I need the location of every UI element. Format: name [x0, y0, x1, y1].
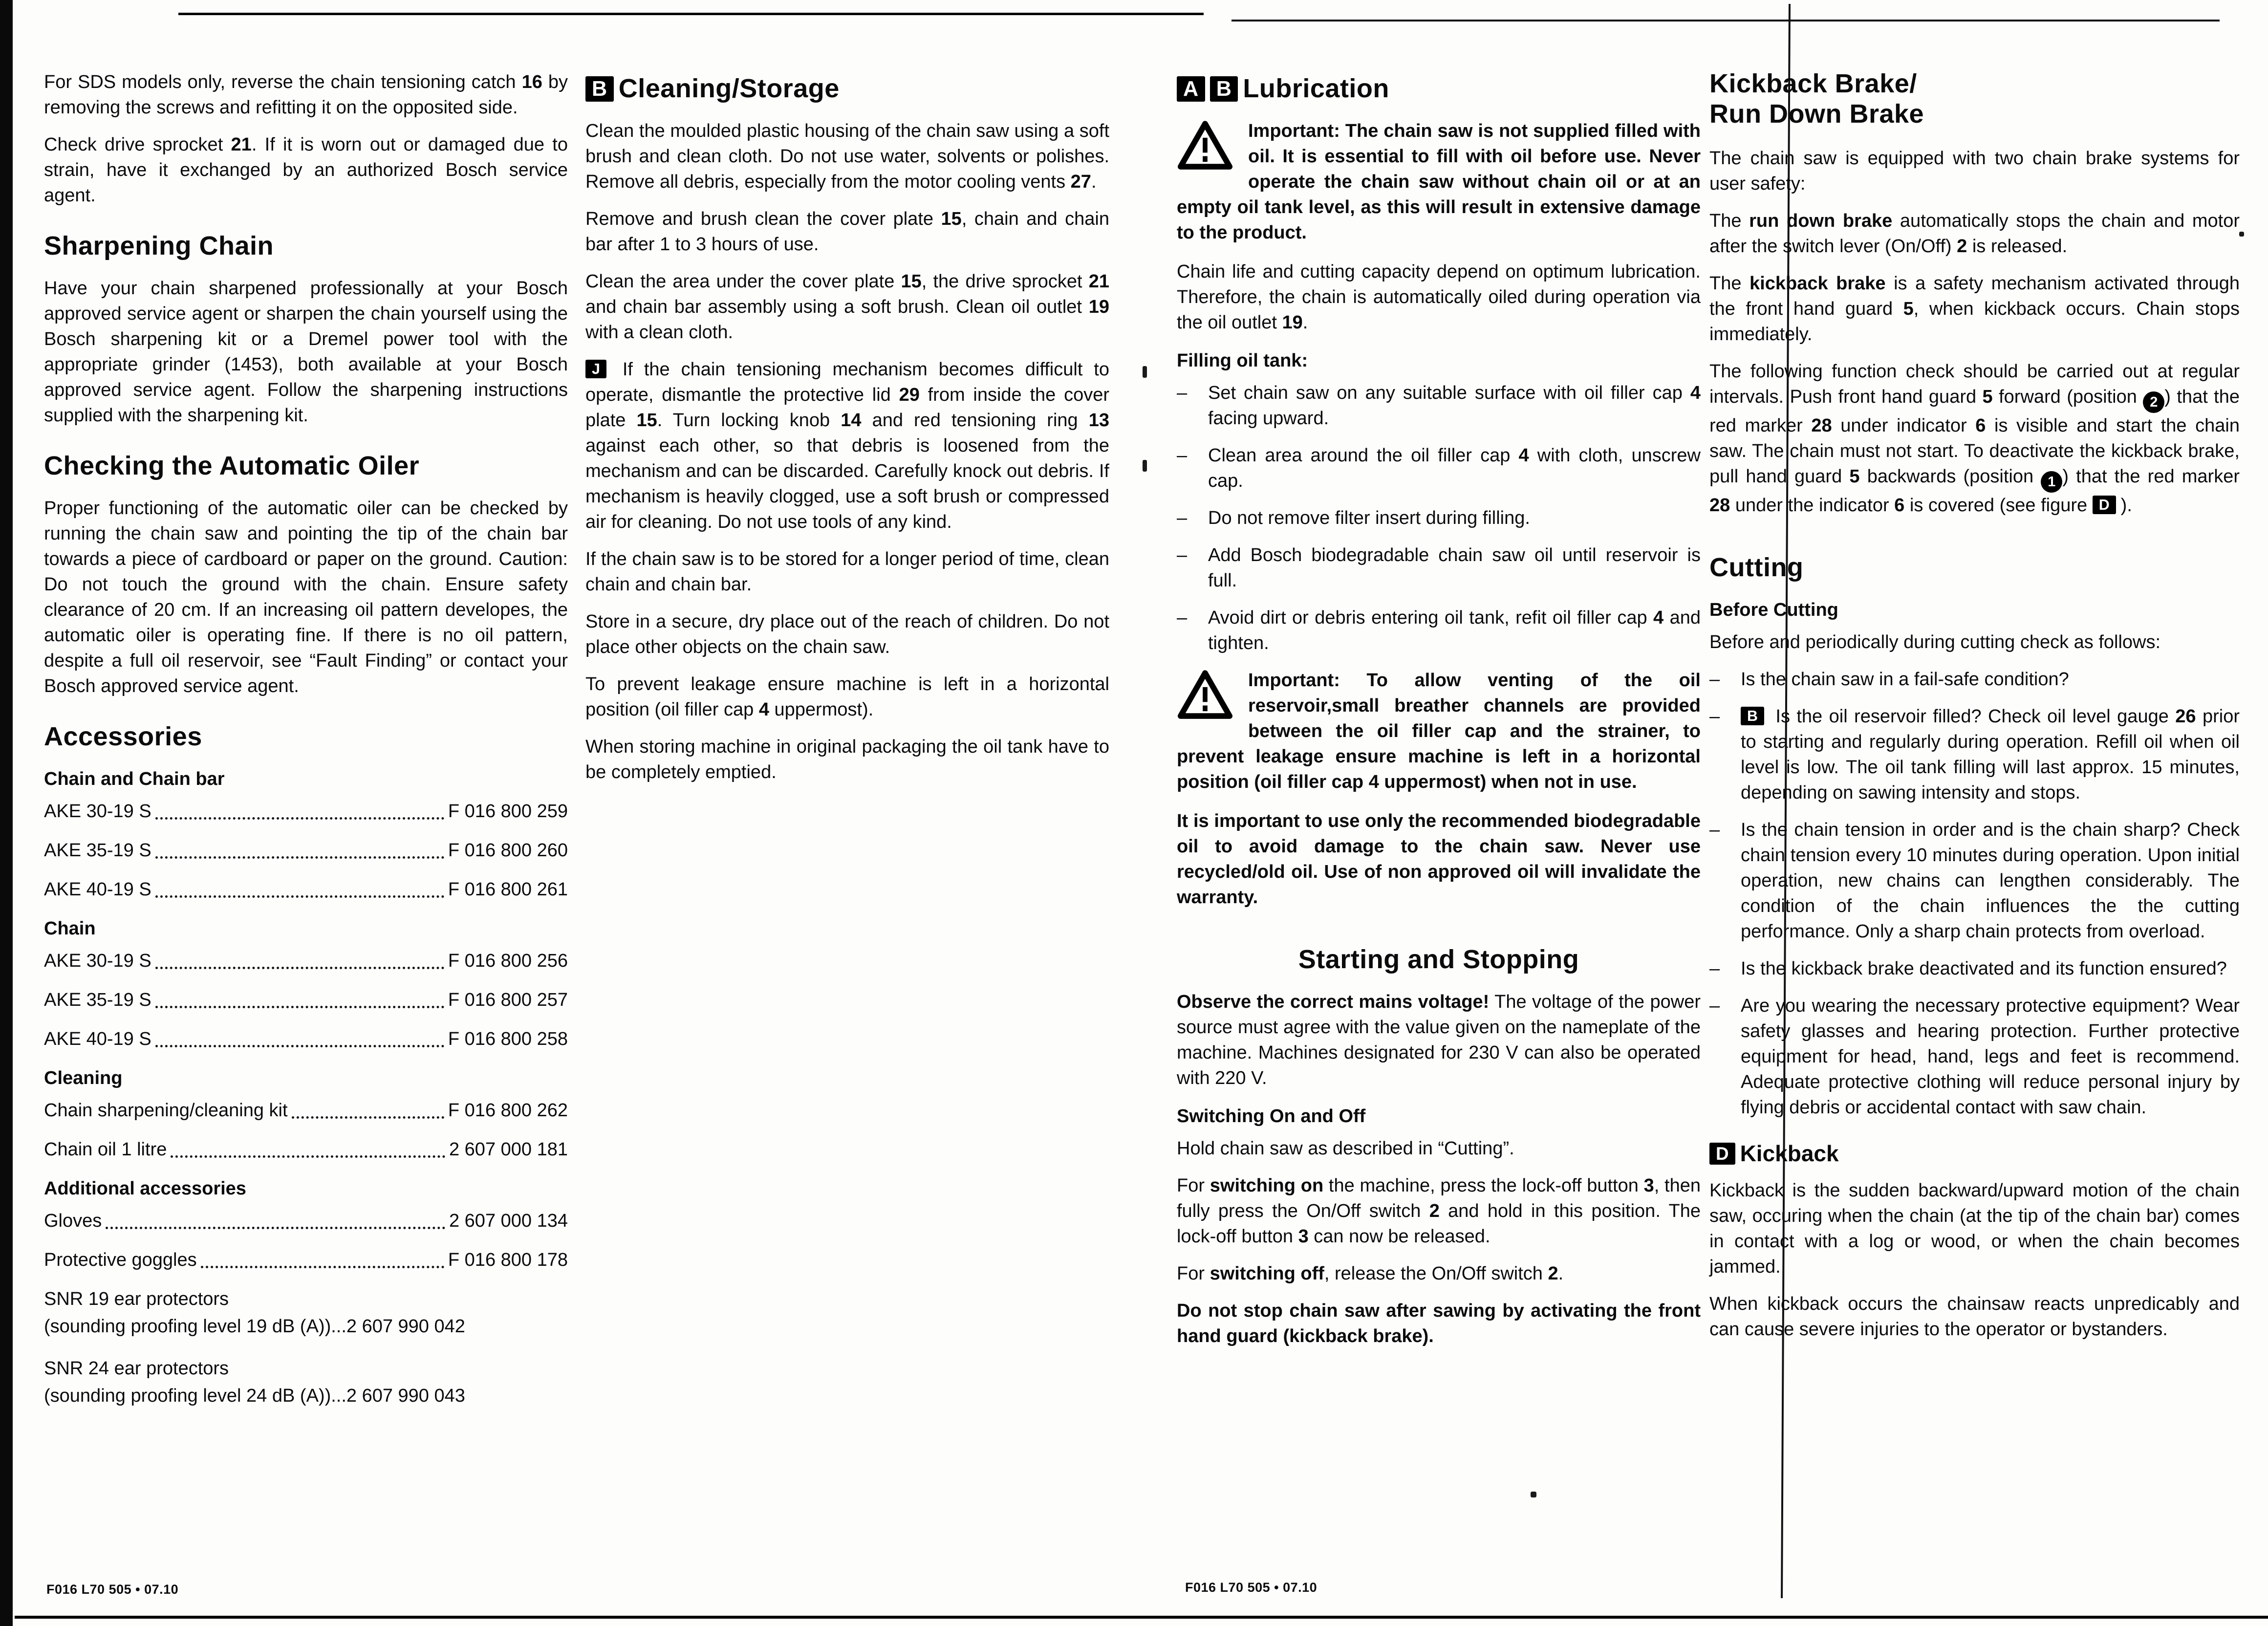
column-cleaning-storage [585, 73, 1109, 785]
subheading-additional-accessories: Additional accessories [44, 1178, 246, 1199]
figure-badge-b: B [585, 76, 614, 102]
list-item [1709, 817, 2240, 944]
top-rule-left [178, 13, 1204, 15]
subheading-chain: Chain [44, 918, 96, 939]
dotted-leader [155, 1006, 444, 1008]
accessory-label: AKE 30-19 S [44, 801, 151, 822]
paragraph-sharpening: Have your chain sharpened professionally at your Bosch approved service agent or sharpen the chain yourself using the Bosch sharpening kit or a Dremel power tool with the appropriate grinder (1453), both available at your Bosch approved service agent. Follow the sharpening instructions supplied with the sharpening kit. [44, 278, 568, 426]
list-item [1709, 993, 2240, 1120]
accessory-label: Chain sharpening/cleaning kit [44, 1100, 288, 1121]
accessory-row [44, 877, 568, 902]
paragraph-switching-on: For switching on the machine, press the lock-off button 3, then fully press the On/Off switch 2 and hold in this position. The lock-off button 3 can now be released. [1177, 1175, 1701, 1247]
dash-marker: – [1177, 545, 1188, 565]
paragraph-function-check: The following function check should be carried out at regular intervals. Push front hand guard 5 forward (position 2 ) that the red marker 28 under indicator 6 is visible and start the chain saw. The chain must not start. To deactivate the kickback brake, pull hand guard 5 backwards (position 1 ) that the red marker 28 under the indicator 6 is covered (see figure D ). [1709, 361, 2240, 516]
paragraph-before-cutting-intro: Before and periodically during cutting check as follows: [1709, 632, 2161, 652]
paragraph-mains-voltage: Observe the correct mains voltage! The voltage of the power source must agree with the value given on the nameplate of the machine. Machines designated for 230 V can also be operated with 220 V. [1177, 992, 1701, 1088]
scan-speck [1143, 366, 1147, 378]
accessory-part-number: F 016 800 260 [448, 840, 568, 861]
accessory-label: Gloves [44, 1211, 102, 1231]
accessory-row [44, 1137, 568, 1162]
paragraph-sds-models: For SDS models only, reverse the chain tensioning catch 16 by removing the screws and refitting it on the opposited side. [44, 72, 568, 118]
dotted-leader [155, 967, 444, 969]
accessory-part-number: ...2 607 990 042 [331, 1316, 465, 1337]
paragraph-clean-under-cover: Clean the area under the cover plate 15, the drive sprocket 21 and chain bar assembly using a soft brush. Clean oil outlet 19 with a clean cloth. [585, 271, 1109, 343]
paragraph-kickback-reaction: When kickback occurs the chainsaw reacts unpredicably and can cause severe injuries to the operator or bystanders. [1709, 1294, 2240, 1340]
warning-icon [1177, 120, 1233, 171]
accessory-part-number: 2 607 000 134 [449, 1211, 568, 1231]
heading-lubrication [1177, 73, 1701, 104]
list-item-text: B Is the oil reservoir filled? Check oil level gauge 26 prior to starting and regularly during operation. Refill oil when oil level is low. The oil tank filling will last approx. 15 minutes, depending on sawing intensity and stops. [1741, 706, 2240, 803]
dotted-leader [171, 1155, 445, 1158]
paragraph-store-secure: Store in a secure, dry place out of the reach of children. Do not place other objects on the chain saw. [585, 611, 1109, 657]
warning-icon [1177, 670, 1233, 720]
dotted-leader [155, 895, 444, 898]
subheading-switching-on-off: Switching On and Off [1177, 1106, 1366, 1127]
top-rule-right [1231, 20, 2220, 22]
scan-edge-strip [0, 0, 13, 1626]
warning-text: Important: The chain saw is not supplied filled with oil. It is essential to fill with oil before use. Never operate the chain saw without chain oil or at an empty oil tank level, as this will result in extensive damage to the product. [1177, 121, 1701, 243]
dash-marker: – [1709, 996, 1720, 1016]
warning-not-supplied-with-oil [1177, 118, 1701, 245]
heading-cutting: Cutting [1709, 553, 1804, 582]
footer-document-code-left: F016 L70 505 • 07.10 [46, 1582, 179, 1597]
scan-speck [1531, 1492, 1536, 1497]
accessory-row [44, 948, 568, 974]
accessory-row-snr24 [44, 1356, 568, 1409]
list-item [1709, 667, 2240, 692]
dotted-leader [155, 856, 444, 859]
accessory-row [44, 1208, 568, 1234]
dash-marker: – [1709, 669, 1720, 690]
heading-line-1: Kickback Brake/ [1709, 69, 1917, 98]
list-item-text: Clean area around the oil filler cap 4 with cloth, unscrew cap. [1208, 445, 1701, 491]
paragraph-oiler-check: Proper functioning of the automatic oiler can be checked by running the chain saw and pointing the tip of the chain bar towards a piece of cardboard or paper on the ground. Caution: Do not touch the ground with the chain. Ensure safety clearance of 20 cm. If an increasing oil pattern developes, the automatic oiler is operating fine. If there is no oil pattern, despite a full oil reservoir, see “Fault Finding” or contact your Bosch approved service agent. [44, 498, 568, 696]
accessory-part-number: F 016 800 178 [448, 1250, 568, 1270]
accessory-part-number: 2 607 000 181 [449, 1139, 568, 1160]
accessory-label: AKE 40-19 S [44, 879, 151, 900]
accessory-row [44, 1383, 568, 1409]
list-item-text: Do not remove filter insert during filling. [1208, 508, 1530, 528]
paragraph-tensioning-mechanism: J If the chain tensioning mechanism becomes difficult to operate, dismantle the protective lid 29 from inside the cover plate 15. Turn locking knob 14 and red tensioning ring 13 against each other, so that debris is loosened from the mechanism and can be discarded. Carefully knock out debris. If mechanism is heavily clogged, use a soft brush or compressed air for cleaning. Do not use tools of any kind. [585, 359, 1109, 532]
figure-badge-b: B [1210, 76, 1238, 102]
paragraph-kickback-brake: The kickback brake is a safety mechanism activated through the front hand guard 5, when kickback occurs. Chain stops immediately. [1709, 273, 2240, 345]
accessory-part-number: F 016 800 261 [448, 879, 568, 900]
list-item [1177, 380, 1701, 431]
dotted-leader [201, 1266, 444, 1268]
accessory-part-number: F 016 800 262 [448, 1100, 568, 1121]
scan-speck [1143, 460, 1147, 472]
accessory-row [44, 1314, 568, 1339]
paragraph-two-brake-systems: The chain saw is equipped with two chain brake systems for user safety: [1709, 148, 2240, 194]
accessory-label: AKE 35-19 S [44, 990, 151, 1010]
paragraph-recommended-oil: It is important to use only the recommended biodegradable oil to avoid damage to the chain saw. Never use recycled/old oil. Use of non approved oil will invalidate the warranty. [1177, 811, 1701, 908]
subheading-before-cutting: Before Cutting [1709, 600, 1838, 620]
list-item-text: Are you wearing the necessary protective equipment? Wear safety glasses and hearing protection. Further protective equipment for head, hand, legs and feet is recommend. Adequate protective clothing will reduce personal injury by flying debris or accidental contact with saw chain. [1741, 996, 2240, 1118]
accessory-part-number: ...2 607 990 043 [331, 1386, 465, 1406]
figure-badge-d: D [1709, 1143, 1735, 1165]
accessory-part-number: F 016 800 256 [448, 951, 568, 971]
dash-marker: – [1177, 445, 1188, 466]
accessory-label: (sounding proofing level 19 dB (A)) [44, 1316, 331, 1337]
column-maintenance-accessories [44, 69, 568, 1425]
dash-marker: – [1709, 706, 1720, 727]
heading-kickback-brake [1709, 68, 2240, 129]
column-lubrication-starting [1177, 73, 1701, 1349]
accessory-row [44, 1026, 568, 1052]
accessory-part-number: F 016 800 258 [448, 1029, 568, 1049]
warning-text: Important: To allow venting of the oil reservoir,small breather channels are provided between the oil filler cap and the strainer, to prevent leakage ensure machine is left in a horizontal position (oil filler cap 4 uppermost) when not in use. [1177, 670, 1701, 792]
accessory-row [44, 799, 568, 824]
subheading-cleaning: Cleaning [44, 1068, 123, 1088]
column-kickback-cutting [1709, 68, 2240, 1342]
accessory-label: (sounding proofing level 24 dB (A)) [44, 1386, 331, 1406]
accessory-row [44, 1247, 568, 1273]
heading-accessories: Accessories [44, 722, 202, 751]
heading-label: Kickback [1740, 1141, 1839, 1166]
dash-marker: – [1177, 508, 1188, 528]
heading-cleaning-storage [585, 73, 1109, 104]
paragraph-prevent-leakage: To prevent leakage ensure machine is left in a horizontal position (oil filler cap 4 uppermost). [585, 674, 1109, 720]
subheading-chain-and-chain-bar: Chain and Chain bar [44, 769, 225, 789]
paragraph-long-storage: If the chain saw is to be stored for a longer period of time, clean chain and chain bar. [585, 549, 1109, 595]
list-item [1177, 443, 1701, 494]
heading-line-2: Run Down Brake [1709, 99, 1924, 129]
paragraph-original-packaging: When storing machine in original packaging the oil tank have to be completely emptied. [585, 737, 1109, 782]
heading-label: Cleaning/Storage [618, 74, 840, 103]
bottom-rule [15, 1616, 2268, 1619]
warning-venting-oil-reservoir [1177, 668, 1701, 795]
paragraph-run-down-brake: The run down brake automatically stops the chain and motor after the switch lever (On/Off) 2 is released. [1709, 211, 2240, 257]
accessory-label: AKE 40-19 S [44, 1029, 151, 1049]
footer-document-code-center: F016 L70 505 • 07.10 [1185, 1580, 1318, 1595]
accessory-row [44, 987, 568, 1013]
list-item-text: Is the chain tension in order and is the chain sharp? Check chain tension every 10 minutes during operation. Upon initial operation, new chains can lengthen considerably. The condition of the chain influences the the cutting performance. Only a sharp chain protects from overload. [1741, 820, 2240, 942]
dash-marker: – [1177, 607, 1188, 628]
list-item-text: Is the chain saw in a fail-safe condition? [1741, 669, 2069, 690]
figure-badge-a: A [1177, 76, 1205, 102]
heading-label: Lubrication [1243, 74, 1389, 103]
dash-marker: – [1709, 820, 1720, 840]
heading-starting-stopping: Starting and Stopping [1298, 945, 1579, 974]
list-item [1709, 956, 2240, 981]
subheading-filling-oil-tank: Filling oil tank: [1177, 350, 1308, 371]
list-item-text: Is the kickback brake deactivated and its function ensured? [1741, 958, 2227, 979]
paragraph-drive-sprocket: Check drive sprocket 21. If it is worn out or damaged due to strain, have it exchanged by an authorized Bosch service agent. [44, 134, 568, 206]
heading-checking-oiler: Checking the Automatic Oiler [44, 451, 420, 480]
accessory-label: AKE 35-19 S [44, 840, 151, 861]
accessory-part-number: F 016 800 257 [448, 990, 568, 1010]
dotted-leader [155, 1045, 444, 1047]
paragraph-do-not-stop-by-guard: Do not stop chain saw after sawing by activating the front hand guard (kickback brake). [1177, 1301, 1701, 1346]
accessory-row-snr19 [44, 1286, 568, 1339]
accessory-label: SNR 19 ear protectors [44, 1289, 229, 1309]
paragraph-switching-off: For switching off, release the On/Off switch 2. [1177, 1263, 1564, 1284]
dotted-leader [155, 817, 444, 820]
dash-marker: – [1709, 958, 1720, 979]
accessory-row [44, 838, 568, 863]
scan-speck [2239, 232, 2244, 237]
dotted-leader [106, 1227, 445, 1229]
list-item [1177, 505, 1701, 531]
paragraph-hold-chain-saw: Hold chain saw as described in “Cutting”. [1177, 1138, 1514, 1159]
paragraph-chain-life: Chain life and cutting capacity depend on optimum lubrication. Therefore, the chain is automatically oiled during operation via the oil outlet 19. [1177, 261, 1701, 333]
heading-sharpening-chain: Sharpening Chain [44, 231, 274, 260]
dotted-leader [292, 1116, 444, 1119]
dash-marker: – [1177, 383, 1188, 403]
paragraph-kickback-definition: Kickback is the sudden backward/upward motion of the chain saw, occuring when the chain (at the tip of the chain bar) comes in contact with a log or wood, or when the chain becomes jammed. [1709, 1180, 2240, 1277]
list-item-text: Avoid dirt or debris entering oil tank, refit oil filler cap 4 and tighten. [1208, 607, 1701, 653]
accessory-label: AKE 30-19 S [44, 951, 151, 971]
heading-kickback [1709, 1140, 2240, 1167]
list-item-text: Add Bosch biodegradable chain saw oil until reservoir is full. [1208, 545, 1701, 591]
list-item [1177, 542, 1701, 593]
list-item [1177, 605, 1701, 656]
accessory-label: SNR 24 ear protectors [44, 1358, 229, 1379]
accessory-label: Chain oil 1 litre [44, 1139, 167, 1160]
accessory-part-number: F 016 800 259 [448, 801, 568, 822]
paragraph-brush-cover-plate: Remove and brush clean the cover plate 15, chain and chain bar after 1 to 3 hours of use. [585, 209, 1109, 255]
paragraph-clean-housing: Clean the moulded plastic housing of the chain saw using a soft brush and clean cloth. Do not use water, solvents or polishes. Remove all debris, especially from the motor cooling vents 27. [585, 121, 1109, 192]
list-item-text: Set chain saw on any suitable surface with oil filler cap 4 facing upward. [1208, 383, 1701, 429]
accessory-row [44, 1098, 568, 1123]
list-item [1709, 704, 2240, 805]
accessory-label: Protective goggles [44, 1250, 197, 1270]
